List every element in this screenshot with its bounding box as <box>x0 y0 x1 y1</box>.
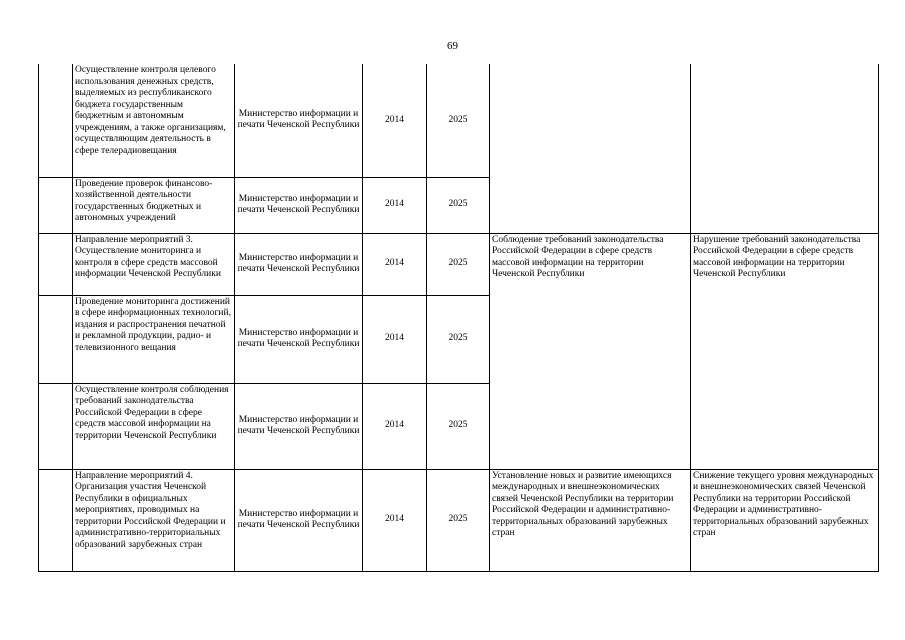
executor-cell: Министерство информации и печати Чеченской Республики <box>235 295 363 383</box>
consequence-cell: Нарушение требований законодательства Российской Федерации в сфере средств массовой информации на территории Чеченской Республики <box>691 233 879 469</box>
end-year-cell: 2025 <box>427 383 490 469</box>
activity-cell: Проведение мониторинга достижений в сфере информационных технологий, издания и распространения печатной и рекламной продукции, радио- и телевизионного вещания <box>73 295 235 383</box>
start-year-cell: 2014 <box>363 177 427 233</box>
start-year-cell: 2014 <box>363 64 427 177</box>
activity-cell: Направление мероприятий 4. Организация участия Чеченской Республики в официальных мероприятиях, проводимых на территории Российской Федерации и административно-территориальных образований зарубежных стран <box>73 469 235 571</box>
end-year-cell: 2025 <box>427 295 490 383</box>
page-number: 69 <box>447 40 458 52</box>
executor-cell: Министерство информации и печати Чеченской Республики <box>235 64 363 177</box>
start-year-cell: 2014 <box>363 383 427 469</box>
executor-cell: Министерство информации и печати Чеченской Республики <box>235 469 363 571</box>
result-cell <box>490 64 691 233</box>
row-number-cell <box>39 233 73 295</box>
row-number-cell <box>39 383 73 469</box>
row-number-cell <box>39 295 73 383</box>
table-row <box>39 233 879 295</box>
consequence-cell: Снижение текущего уровня международных и внешнеэкономических связей Чеченской Республики на территории Российской Федерации и административно-территориальных образований зарубежных стран <box>691 469 879 571</box>
start-year-cell: 2014 <box>363 233 427 295</box>
executor-cell: Министерство информации и печати Чеченской Республики <box>235 177 363 233</box>
activity-cell: Осуществление контроля соблюдения требований законодательства Российской Федерации в сфере средств массовой информации на территории Чеченской Республики <box>73 383 235 469</box>
start-year-cell: 2014 <box>363 295 427 383</box>
end-year-cell: 2025 <box>427 233 490 295</box>
row-number-cell <box>39 177 73 233</box>
row-number-cell <box>39 469 73 571</box>
end-year-cell: 2025 <box>427 177 490 233</box>
activity-cell: Осуществление контроля целевого использования денежных средств, выделяемых из республиканского бюджета государственным бюджетным и автономным учреждениям, а также организациям, осуществляющим деятельность в сфере телерадиовещания <box>73 64 235 177</box>
result-cell: Соблюдение требований законодательства Российской Федерации в сфере средств массовой информации на территории Чеченской Республики <box>490 233 691 469</box>
row-number-cell <box>39 64 73 177</box>
table-row <box>39 469 879 571</box>
result-cell: Установление новых и развитие имеющихся международных и внешнеэкономических связей Чеченской Республики на территории Российской Федерации и административно-территориальных образований зарубежных стран <box>490 469 691 571</box>
start-year-cell: 2014 <box>363 469 427 571</box>
table-row <box>39 64 879 177</box>
activity-cell: Проведение проверок финансово-хозяйственной деятельности государственных бюджетных и автономных учреждений <box>73 177 235 233</box>
executor-cell: Министерство информации и печати Чеченской Республики <box>235 233 363 295</box>
end-year-cell: 2025 <box>427 469 490 571</box>
end-year-cell: 2025 <box>427 64 490 177</box>
executor-cell: Министерство информации и печати Чеченской Республики <box>235 383 363 469</box>
program-activities-table <box>38 64 879 572</box>
consequence-cell <box>691 64 879 233</box>
activity-cell: Направление мероприятий 3. Осуществление мониторинга и контроля в сфере средств массовой информации Чеченской Республики <box>73 233 235 295</box>
